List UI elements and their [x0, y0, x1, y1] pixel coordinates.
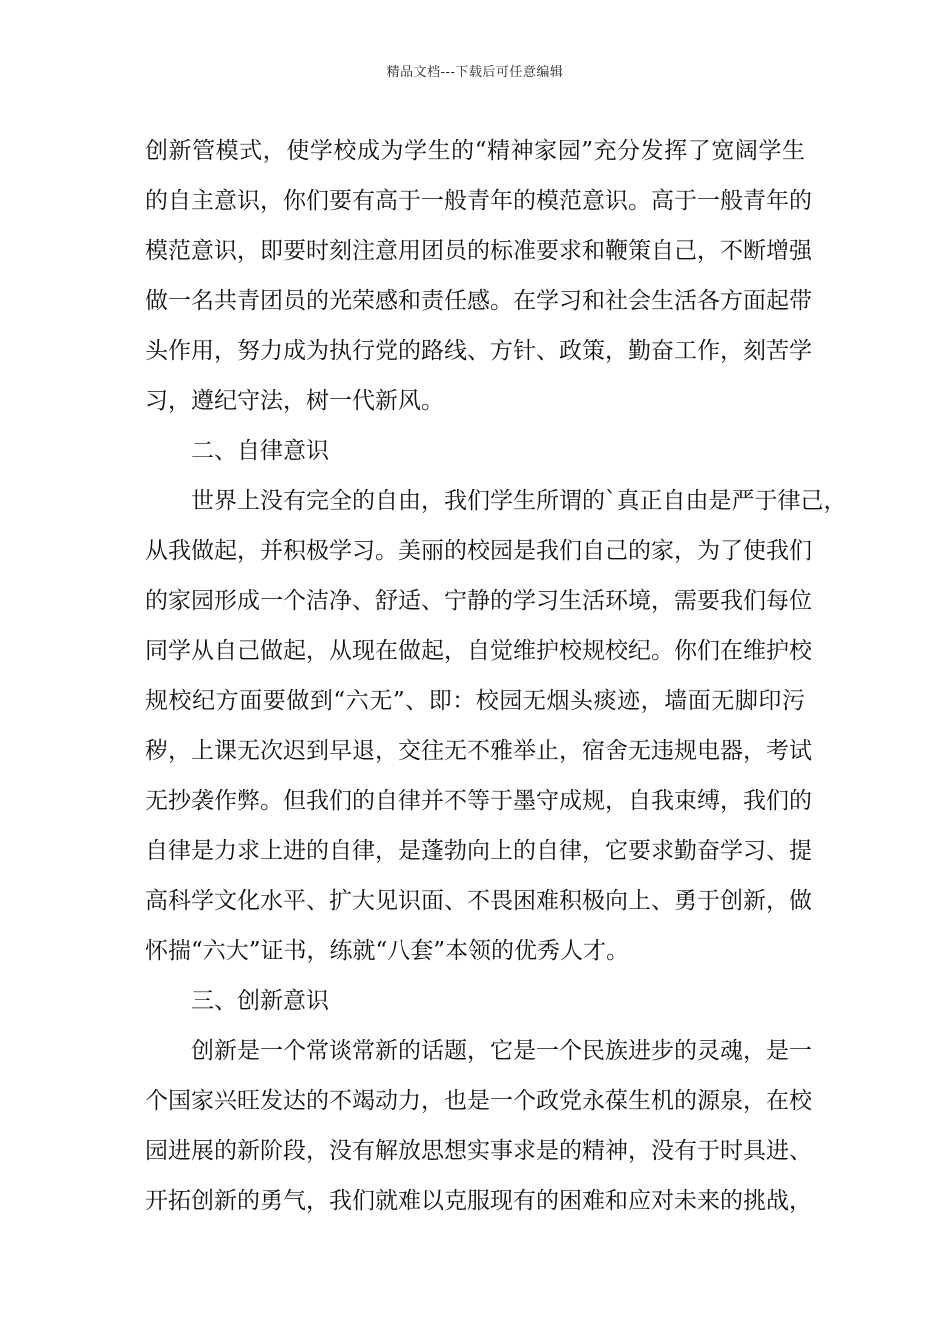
- text-line: 开拓创新的勇气，我们就难以克服现有的困难和应对未来的挑战，: [145, 1188, 812, 1214]
- text-line: 高科学文化水平、扩大见识面、不畏困难积极向上、勇于创新，做: [145, 888, 812, 914]
- text-line: 同学从自己做起，从现在做起，自觉维护校规校纪。你们在维护校: [145, 638, 812, 664]
- text-line: 头作用，努力成为执行党的路线、方针、政策，勤奋工作，刻苦学: [145, 338, 812, 364]
- text-line: 习，遵纪守法，树一代新风。: [145, 388, 444, 414]
- text-line: 个国家兴旺发达的不竭动力，也是一个政党永葆生机的源泉，在校: [145, 1088, 812, 1114]
- text-line: 规校纪方面要做到“六无”、即：校园无烟头痰迹，墙面无脚印污: [145, 688, 805, 714]
- document-body: [145, 126, 847, 1226]
- text-line: 的家园形成一个洁净、舒适、宁静的学习生活环境，需要我们每位: [145, 588, 812, 614]
- text-line: 怀揣“六大”证书，练就“八套”本领的优秀人才。: [145, 938, 630, 964]
- paragraph-2: [145, 476, 847, 976]
- text-line: 模范意识，即要时刻注意用团员的标准要求和鞭策自己，不断增强: [145, 238, 812, 264]
- section-heading-innovation: 三、创新意识: [191, 988, 329, 1014]
- text-line: 从我做起，并积极学习。美丽的校园是我们自己的家，为了使我们: [145, 538, 812, 564]
- paragraph-1: [145, 126, 812, 426]
- text-line: 的自主意识，你们要有高于一般青年的模范意识。高于一般青年的: [145, 188, 812, 214]
- text-line: 园进展的新阶段，没有解放思想实事求是的精神，没有于时具进、: [145, 1138, 812, 1164]
- text-line: 秽，上课无次迟到早退，交往无不雅举止，宿舍无违规电器，考试: [145, 738, 812, 764]
- text-line: 创新是一个常谈常新的话题，它是一个民族进步的灵魂，是一: [191, 1038, 812, 1064]
- text-line: 自律是力求上进的自律，是蓬勃向上的自律，它要求勤奋学习、提: [145, 838, 812, 864]
- text-line: 做一名共青团员的光荣感和责任感。在学习和社会生活各方面起带: [145, 288, 812, 314]
- section-heading-self-discipline: 二、自律意识: [191, 438, 329, 464]
- text-line: 无抄袭作弊。但我们的自律并不等于墨守成规，自我束缚，我们的: [145, 788, 812, 814]
- text-line: 创新管模式，使学校成为学生的“精神家园”充分发挥了宽阔学生: [145, 138, 805, 164]
- page-header: 精品文档---下载后可任意编辑: [386, 65, 564, 80]
- paragraph-3: [145, 1026, 812, 1226]
- text-line: 世界上没有完全的自由，我们学生所谓的`真正自由是严于律己，: [191, 488, 847, 514]
